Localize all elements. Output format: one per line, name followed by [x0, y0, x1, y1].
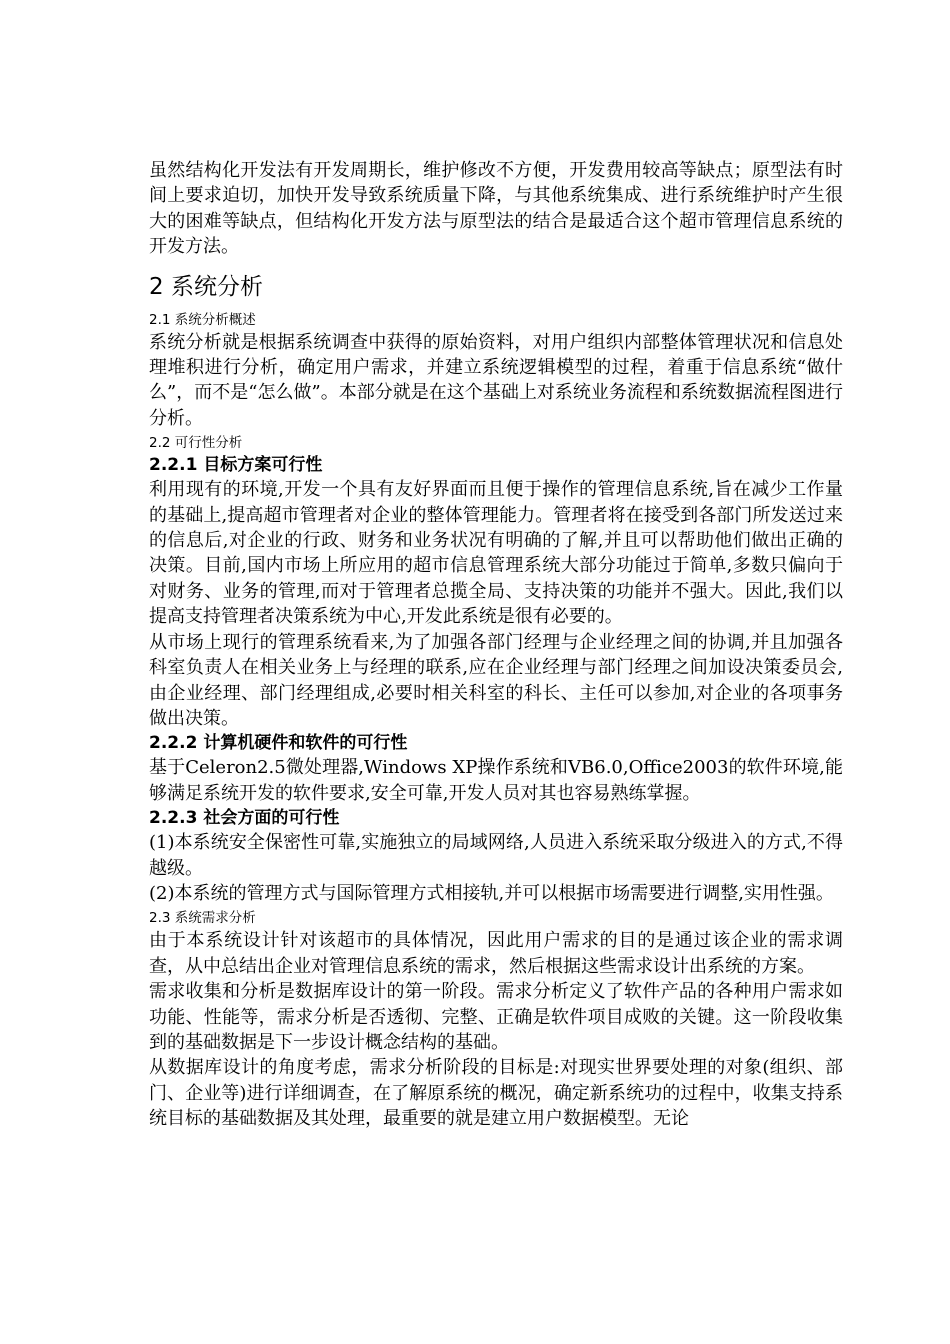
section-heading-2-2: 2.2 可行性分析 [149, 435, 243, 452]
subsection-heading-2-2-3: 2.2.3 社会方面的可行性 [149, 808, 340, 829]
intro-paragraph: 虽然结构化开发法有开发周期长，维护修改不方便，开发费用较高等缺点；原型法有时间上要求迫切，加快开发导致系统质量下降，与其他系统集成、进行系统维护时产生很大的困难等缺点，但结构化开发方法与原型法的结合是最适合这个超市管理信息系统的开发方法。 [149, 160, 843, 258]
subsection-heading-2-2-2: 2.2.2 计算机硬件和软件的可行性 [149, 733, 408, 754]
subsection-heading-2-2-1: 2.2.1 目标方案可行性 [149, 455, 323, 476]
section-2-3-paragraph-3: 从数据库设计的角度考虑，需求分析阶段的目标是:对现实世界要处理的对象(组织、部门、企业等)进行详细调查，在了解原系统的概况，确定新系统功的过程中，收集支持系统目标的基础数据及其处理，最重要的就是建立用户数据模型。无论 [149, 1057, 843, 1130]
section-heading-2-3: 2.3 系统需求分析 [149, 910, 256, 927]
subsection-2-2-1-paragraph-1: 利用现有的环境,开发一个具有友好界面而且便于操作的管理信息系统,旨在减少工作量的基础上,提高超市管理者对企业的整体管理能力。管理者将在接受到各部门所发送过来的信息后,对企业的行政、财务和业务状况有明确的了解,并且可以帮助他们做出正确的决策。目前,国内市场上所应用的超市信息管理系统大部分功能过于简单,多数只偏向于对财务、业务的管理,而对于管理者总揽全局、支持决策的功能并不强大。因此,我们以提高支持管理者决策系统为中心,开发此系统是很有必要的。 [149, 479, 843, 628]
subsection-2-2-3-item-1: (1)本系统安全保密性可靠,实施独立的局域网络,人员进入系统采取分级进入的方式,不得越级。 [149, 832, 843, 879]
subsection-2-2-2-paragraph: 基于Celeron2.5微处理器,Windows XP操作系统和VB6.0,Office2003的软件环境,能够满足系统开发的软件要求,安全可靠,开发人员对其也容易熟练掌握。 [149, 757, 843, 804]
document-page [149, 158, 843, 1132]
section-2-1-paragraph: 系统分析就是根据系统调查中获得的原始资料，对用户组织内部整体管理状况和信息处理堆积进行分析，确定用户需求，并建立系统逻辑模型的过程，着重于信息系统“做什么”，而不是“怎么做”。本部分就是在这个基础上对系统业务流程和系统数据流程图进行分析。 [149, 331, 843, 429]
subsection-2-2-3-item-2: (2)本系统的管理方式与国际管理方式相接轨,并可以根据市场需要进行调整,实用性强。 [149, 882, 834, 904]
section-2-3-paragraph-2: 需求收集和分析是数据库设计的第一阶段。需求分析定义了软件产品的各种用户需求如功能、性能等，需求分析是否透彻、完整、正确是软件项目成败的关键。这一阶段收集到的基础数据是下一步设计概念结构的基础。 [149, 981, 843, 1053]
section-2-3-paragraph-1: 由于本系统设计针对该超市的具体情况，因此用户需求的目的是通过该企业的需求调查，从中总结出企业对管理信息系统的需求，然后根据这些需求设计出系统的方案。 [149, 930, 843, 977]
subsection-2-2-1-paragraph-2: 从市场上现行的管理系统看来,为了加强各部门经理与企业经理之间的协调,并且加强各科室负责人在相关业务上与经理的联系,应在企业经理与部门经理之间加设决策委员会,由企业经理、部门经理组成,必要时相关科室的科长、主任可以参加,对企业的各项事务做出决策。 [149, 631, 843, 729]
chapter-title: 2 系统分析 [149, 273, 263, 300]
section-heading-2-1: 2.1 系统分析概述 [149, 311, 256, 328]
